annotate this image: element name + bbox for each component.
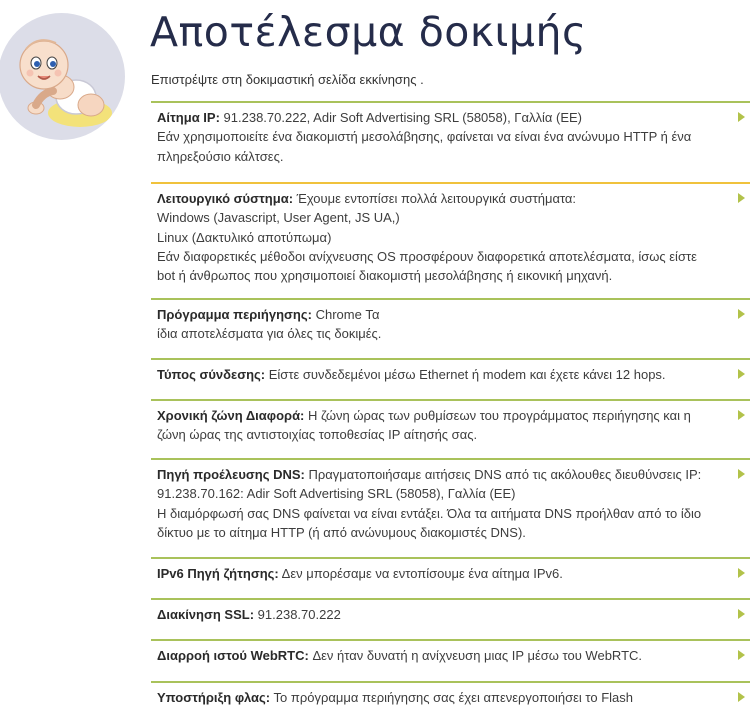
triangle-right-icon[interactable] <box>738 193 745 203</box>
row-label: Διακίνηση SSL: <box>157 607 255 622</box>
row-line: Windows (Javascript, User Agent, JS UA,) <box>157 210 400 226</box>
back-to-start-text <box>151 72 424 87</box>
row-line: 91.238.70.162: Adir Soft Advertising SRL (58058), Γαλλία (ΕΕ) <box>157 486 516 502</box>
triangle-right-icon[interactable] <box>738 469 745 479</box>
row-label: IPv6 Πηγή ζήτησης: <box>157 566 279 581</box>
row-line: Η διαμόρφωσή σας DNS φαίνεται να είναι εντάξει. Όλα τα αιτήματα DNS προήλθαν από το ίδιο <box>157 505 702 521</box>
row-line: bot ή άνθρωπος που χρησιμοποιεί διακομιστή μεσολάβησης ή εικονική μηχανή. <box>157 268 613 284</box>
triangle-right-icon[interactable] <box>738 369 745 379</box>
result-row-request-ip[interactable] <box>151 101 750 182</box>
row-label: Πηγή προέλευσης DNS: <box>157 467 305 482</box>
row-label: Αίτημα IP: <box>157 110 220 125</box>
result-row-webrtc-leak[interactable] <box>151 639 750 681</box>
result-row-flash-support[interactable] <box>151 681 750 711</box>
row-label: Χρονική ζώνη Διαφορά: <box>157 408 305 423</box>
row-line: δίκτυο με το αίτημα HTTP (ή από ανώνυμους διακομιστές DNS). <box>157 524 526 540</box>
row-label: Διαρροή ιστού WebRTC: <box>157 648 309 663</box>
triangle-right-icon[interactable] <box>738 309 745 319</box>
results-list <box>151 101 750 711</box>
row-value: 91.238.70.222, Adir Soft Advertising SRL (58058), Γαλλία (ΕΕ) <box>219 110 582 125</box>
result-row-ssl[interactable] <box>151 598 750 639</box>
row-value: Δεν ήταν δυνατή η ανίχνευση μιας IP μέσω του WebRTC. <box>308 648 643 663</box>
result-row-operating-system[interactable] <box>151 182 750 298</box>
row-line: Linux (Δακτυλικό αποτύπωμα) <box>157 229 332 245</box>
row-value: Πραγματοποιήσαμε αιτήσεις DNS από τις ακόλουθες διευθύνσεις IP: <box>304 467 702 482</box>
baby-mascot-avatar <box>0 13 125 140</box>
row-value: Chrome Τα <box>311 307 380 322</box>
result-row-dns-source[interactable] <box>151 458 750 557</box>
row-line: Εάν διαφορετικές μέθοδοι ανίχνευσης OS προσφέρουν διαφορετικά αποτελέσματα, ίσως είστε <box>157 248 697 264</box>
row-value: 91.238.70.222 <box>254 607 341 622</box>
row-line: πληρεξούσιο κάλτσες. <box>157 148 284 164</box>
row-value: Έχουμε εντοπίσει πολλά λειτουργικά συστήματα: <box>293 191 577 206</box>
row-label: Τύπος σύνδεσης: <box>157 367 266 382</box>
triangle-right-icon[interactable] <box>738 568 745 578</box>
row-label: Υποστήριξη φλας: <box>157 690 271 705</box>
row-label: Λειτουργικό σύστημα: <box>157 191 294 206</box>
result-row-timezone[interactable] <box>151 399 750 458</box>
row-value: Η ζώνη ώρας των ρυθμίσεων του προγράμματος περιήγησης και η <box>304 408 691 423</box>
row-line: ζώνη ώρας της αντιστοιχίας τοποθεσίας IP αίτησής σας. <box>157 427 478 443</box>
triangle-right-icon[interactable] <box>738 650 745 660</box>
back-suffix: . <box>416 72 424 87</box>
back-prefix: Επιστρέψτε στη <box>151 72 246 87</box>
row-value: Το πρόγραμμα περιήγησης σας έχει απενεργοποιήσει το Flash <box>270 690 634 705</box>
row-line: Εάν χρησιμοποιείτε ένα διακομιστή μεσολάβησης, φαίνεται να είναι ένα ανώνυμο HTTP ή ένα <box>157 129 692 145</box>
result-row-connection-type[interactable] <box>151 358 750 399</box>
result-row-ipv6-source[interactable] <box>151 557 750 598</box>
row-value: Δεν μπορέσαμε να εντοπίσουμε ένα αίτημα IPv6. <box>278 566 563 581</box>
row-value: Είστε συνδεδεμένοι μέσω Ethernet ή modem και έχετε κάνει 12 hops. <box>265 367 666 382</box>
row-line: ίδια αποτελέσματα για όλες τις δοκιμές. <box>157 326 382 342</box>
triangle-right-icon[interactable] <box>738 609 745 619</box>
page-title: Αποτέλεσμα δοκιμής <box>150 8 587 56</box>
row-label: Πρόγραμμα περιήγησης: <box>157 307 312 322</box>
triangle-right-icon[interactable] <box>738 112 745 122</box>
test-start-page-link[interactable]: δοκιμαστική σελίδα εκκίνησης <box>245 72 417 87</box>
baby-mascot-icon <box>0 13 125 140</box>
triangle-right-icon[interactable] <box>738 410 745 420</box>
triangle-right-icon[interactable] <box>738 692 745 702</box>
result-row-browser[interactable] <box>151 298 750 358</box>
